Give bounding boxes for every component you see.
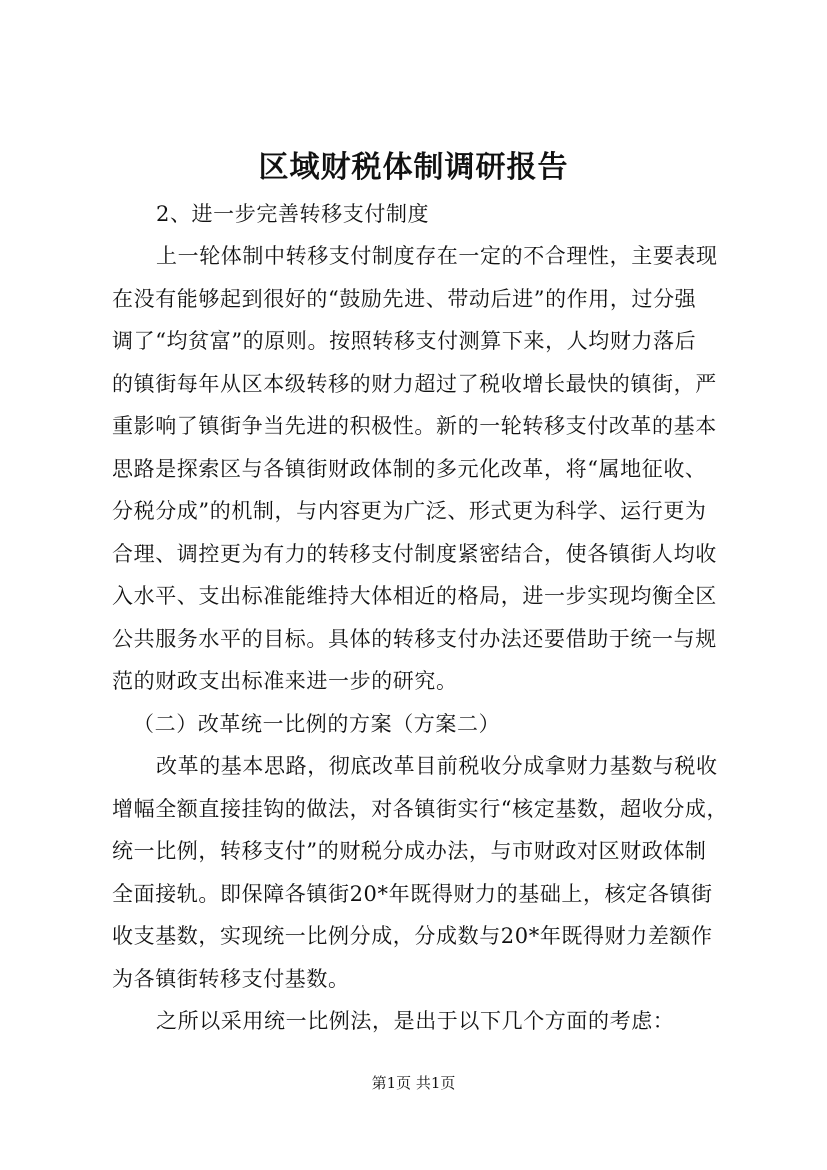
paragraph-line: 之所以采用统一比例法，是出于以下几个方面的考虑： xyxy=(156,1009,675,1033)
section-heading: 2、进一步完善转移支付制度 xyxy=(156,202,430,226)
paragraph-line: 思路是探索区与各镇街财政体制的多元化改革，将“属地征收、 xyxy=(112,457,707,481)
paragraph-line: 上一轮体制中转移支付制度存在一定的不合理性，主要表现 xyxy=(156,244,718,268)
paragraph-line: 的镇街每年从区本级转移的财力超过了税收增长最快的镇街，严 xyxy=(112,372,717,396)
paragraph-line: 统一比例，转移支付”的财税分成办法，与市财政对区财政体制 xyxy=(112,839,707,863)
paragraph-line: 合理、调控更为有力的转移支付制度紧密结合，使各镇街人均收 xyxy=(112,542,717,566)
paragraph-line: 分税分成”的机制，与内容更为广泛、形式更为科学、运行更为 xyxy=(112,499,707,523)
paragraph-line: 范的财政支出标准来进一步的研究。 xyxy=(112,669,458,693)
page-footer: 第1页 共1页 xyxy=(371,1074,456,1092)
paragraph-line: 增幅全额直接挂钩的做法，对各镇街实行“核定基数，超收分成， xyxy=(112,797,729,821)
paragraph-line: 收支基数，实现统一比例分成，分成数与20*年既得财力差额作 xyxy=(112,924,713,948)
paragraph-line: 调了“均贫富”的原则。按照转移支付测算下来，人均财力落后 xyxy=(112,329,697,353)
paragraph-line: 入水平、支出标准能维持大体相近的格局，进一步实现均衡全区 xyxy=(112,584,717,608)
section-heading: （二）改革统一比例的方案（方案二） xyxy=(133,712,501,736)
paragraph-line: 重影响了镇街争当先进的积极性。新的一轮转移支付改革的基本 xyxy=(112,414,717,438)
document-title: 区域财税体制调研报告 xyxy=(258,150,569,185)
paragraph-line: 在没有能够起到很好的“鼓励先进、带动后进”的作用，过分强 xyxy=(112,287,697,311)
paragraph-line: 全面接轨。即保障各镇街20*年既得财力的基础上，核定各镇街 xyxy=(112,882,713,906)
paragraph-line: 为各镇街转移支付基数。 xyxy=(112,967,350,991)
paragraph-line: 改革的基本思路，彻底改革目前税收分成拿财力基数与税收 xyxy=(156,754,718,778)
paragraph-line: 公共服务水平的目标。具体的转移支付办法还要借助于统一与规 xyxy=(112,627,717,651)
